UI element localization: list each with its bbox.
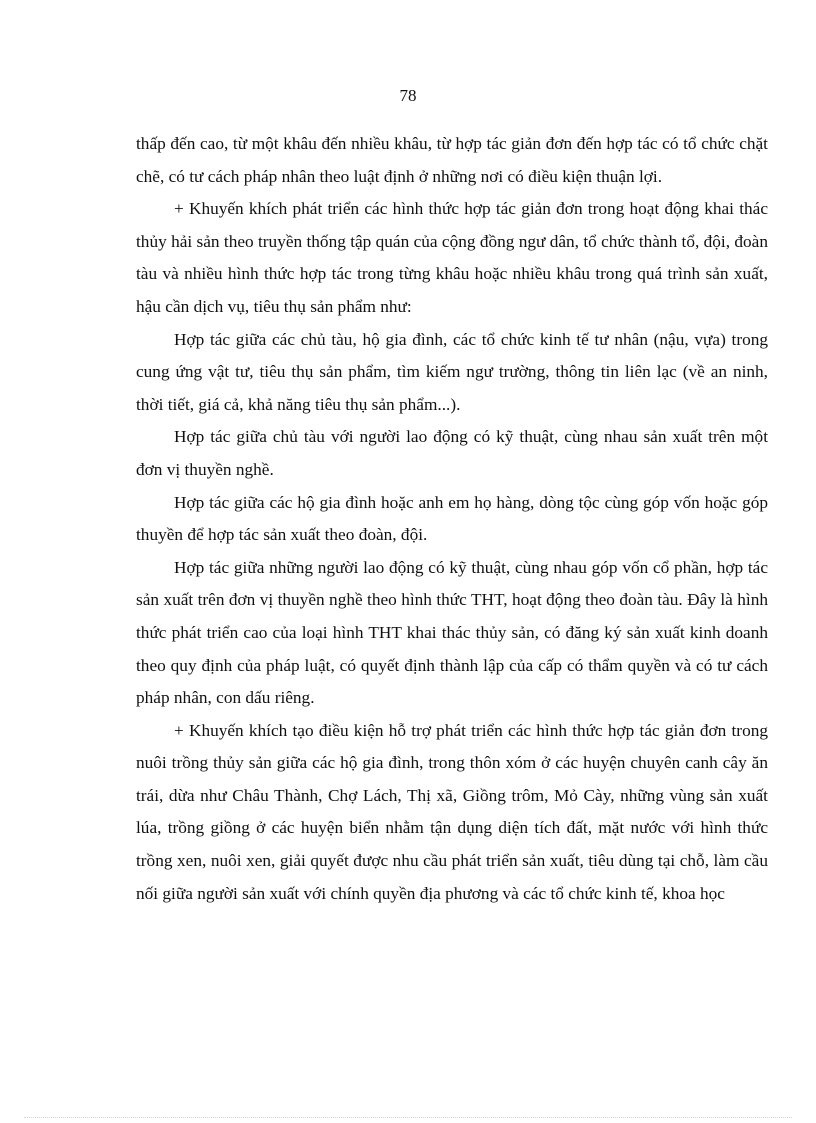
page-number: 78 [399, 86, 417, 105]
paragraph-7: + Khuyến khích tạo điều kiện hỗ trợ phát triển các hình thức hợp tác giản đơn trong nuôi trồng thủy sản giữa các hộ gia đình, trong thôn xóm ở các huyện chuyên canh cây ăn trái, dừa như Châu Thành, Chợ Lách, Thị xã, Giồng trôm, Mỏ Cày, những vùng sản xuất lúa, trồng giồng ở các huyện biển nhằm tận dụng diện tích đất, mặt nước với hình thức trồng xen, nuôi xen, giải quyết được nhu cầu phát triển sản xuất, tiêu dùng tại chỗ, làm cầu nối giữa người sản xuất với chính quyền địa phương và các tổ chức kinh tế, khoa học [136, 720, 768, 903]
paragraph-3: Hợp tác giữa các chủ tàu, hộ gia đình, các tổ chức kinh tế tư nhân (nậu, vựa) trong cung ứng vật tư, tiêu thụ sản phẩm, tìm kiếm ngư trường, thông tin liên lạc (về an ninh, thời tiết, giá cả, khả năng tiêu thụ sản phẩm...). [136, 329, 768, 414]
page-bottom-divider [24, 1117, 792, 1118]
paragraph-2: + Khuyến khích phát triển các hình thức hợp tác giản đơn trong hoạt động khai thác thủy hải sản theo truyền thống tập quán của cộng đồng ngư dân, tổ chức thành tổ, đội, đoàn tàu và nhiều hình thức hợp tác trong từng khâu hoặc nhiều khâu trong quá trình sản xuất, hậu cần dịch vụ, tiêu thụ sản phẩm như: [136, 199, 768, 316]
body-text [136, 128, 768, 910]
paragraph-5: Hợp tác giữa các hộ gia đình hoặc anh em họ hàng, dòng tộc cùng góp vốn hoặc góp thuyền để hợp tác sản xuất theo đoàn, đội. [136, 492, 768, 545]
paragraph-4: Hợp tác giữa chủ tàu với người lao động có kỹ thuật, cùng nhau sản xuất trên một đơn vị thuyền nghề. [136, 427, 768, 479]
paragraph-6: Hợp tác giữa những người lao động có kỹ thuật, cùng nhau góp vốn cổ phần, hợp tác sản xuất trên đơn vị thuyền nghề theo hình thức THT, hoạt động theo đoàn tàu. Đây là hình thức phát triển cao của loại hình THT khai thác thủy sản, có đăng ký sản xuất kinh doanh theo quy định của pháp luật, có quyết định thành lập của cấp có thẩm quyền và có tư cách pháp nhân, con dấu riêng. [136, 557, 768, 708]
paragraph-1: thấp đến cao, từ một khâu đến nhiều khâu, từ hợp tác giản đơn đến hợp tác có tổ chức chặt chẽ, có tư cách pháp nhân theo luật định ở những nơi có điều kiện thuận lợi. [136, 134, 768, 186]
